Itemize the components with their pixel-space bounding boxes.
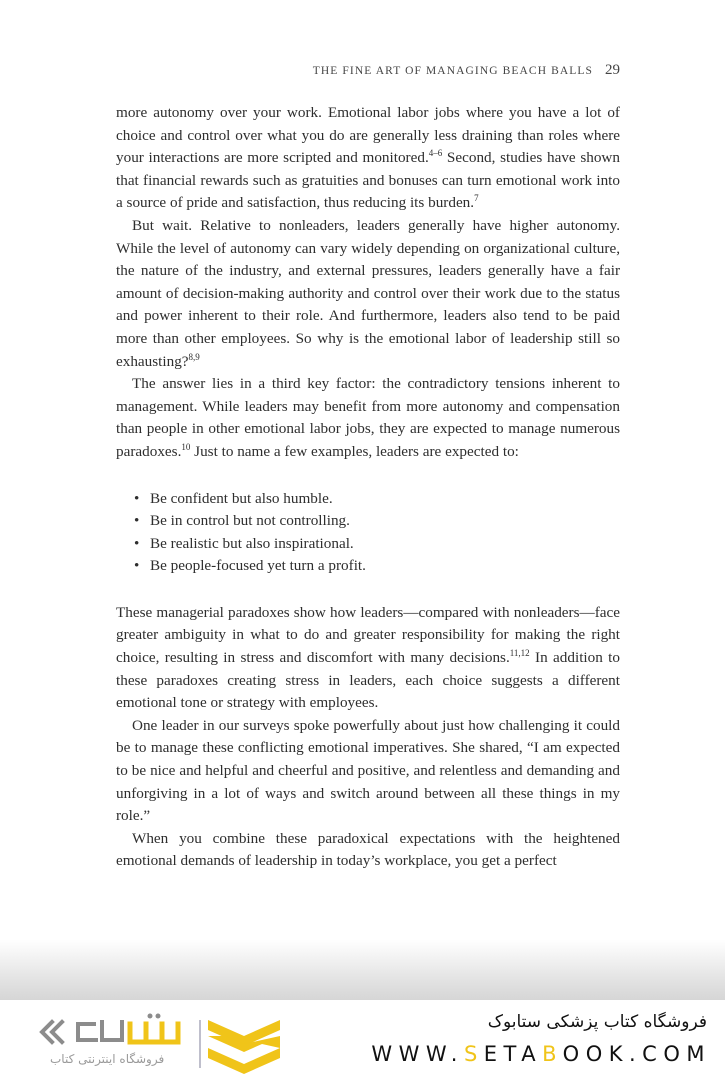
bullet-item — [130, 533, 620, 556]
paragraph-text: One leader in our surveys spoke powerfully about just how challenging it could be to manage these conflicting emotional imperatives. She shared, “I am expected to be nice and helpful and cheerful and positive, and relentless and demanding and unforgiving in a lot of ways and switch around between all these things in my role.” — [116, 716, 620, 825]
paragraph — [116, 102, 620, 215]
paragraph — [116, 373, 620, 463]
chevron-s-logo-icon — [208, 1014, 280, 1074]
bullet-icon: • — [134, 557, 140, 575]
bullet-text: Be people-focused yet turn a profit. — [150, 557, 366, 575]
bullet-icon: • — [134, 534, 140, 552]
bullet-item — [130, 488, 620, 511]
paragraph-text: These managerial paradoxes show how leaders—compared with nonleaders—face greater ambiguity in what to do and greater responsibility for making the right choice, resulting in stress and discomfort with many decisions. — [116, 603, 620, 667]
page-bottom-shadow — [0, 940, 725, 1000]
url-segment: S — [463, 1042, 484, 1066]
logo-divider — [199, 1020, 201, 1068]
paragraph-text: Just to name a few examples, leaders are expected to: — [190, 442, 519, 460]
paragraph — [116, 215, 620, 373]
bullet-icon: • — [134, 512, 140, 530]
url-segment: OOK.COM — [562, 1042, 711, 1066]
setabook-wordmark-icon — [38, 1012, 188, 1052]
paragraph — [116, 602, 620, 715]
bullet-icon: • — [134, 489, 140, 507]
url-segment: B — [542, 1042, 563, 1066]
setabook-logo — [30, 1012, 290, 1072]
paragraph-text: Second, studies have shown that financial rewards such as gratuities and bonuses can turn emotional work into a source of pride and satisfaction, thus reducing its burden. — [116, 149, 620, 212]
paragraph — [116, 715, 620, 828]
bullet-text: Be in control but not controlling. — [150, 512, 350, 530]
body-text — [116, 102, 620, 873]
url-segment: ETA — [483, 1042, 543, 1066]
paragraph — [116, 828, 620, 873]
url-segment: WWW. — [371, 1042, 464, 1066]
bullet-text: Be realistic but also inspirational. — [150, 534, 354, 552]
page-number: 29 — [605, 62, 620, 78]
store-name: فروشگاه کتاب پزشکی ستابوک — [487, 1012, 707, 1032]
paragraphs-after-list — [116, 602, 620, 873]
footnote-reference[interactable]: 10 — [181, 441, 191, 452]
footnote-reference[interactable]: 4–6 — [428, 148, 443, 159]
paragraph-text: The answer lies in a third key factor: the contradictory tensions inherent to management. While leaders may benefit from more autonomy and compensation than people in other emotional labor jobs, they are expected to manage numerous paradoxes. — [116, 375, 620, 460]
logo-subtitle: فروشگاه اینترنتی کتاب — [50, 1052, 165, 1066]
paragraph-text: But wait. Relative to nonleaders, leaders generally have higher autonomy. While the level of autonomy can vary widely depending on organizational culture, the nature of the industry, and external pressures, leaders generally have a fair amount of decision-making authority and control over their work due to the status and power inherent to their role. And furthermore, leaders also tend to be paid more than other employees. So why is the emotional labor of leadership still so exhausting? — [116, 216, 620, 370]
running-head-title: THE FINE ART OF MANAGING BEACH BALLS — [312, 65, 593, 77]
bullet-item — [130, 510, 620, 533]
bullet-text: Be confident but also humble. — [150, 489, 333, 507]
paragraphs-before-list — [116, 102, 620, 464]
paragraph-text: more autonomy over your work. Emotional labor jobs where you have a lot of choice and control over what you do are generally less draining than roles where your interactions are more scripted and monitored. — [116, 104, 620, 167]
paragraph-text: In addition to these paradoxes creating stress in leaders, each choice suggests a different emotional tone or strategy with employees. — [116, 649, 620, 712]
store-footer-banner — [0, 1000, 725, 1079]
paragraph-text: When you combine these paradoxical expectations with the heightened emotional demands of leadership in today’s workplace, you get a perfect — [116, 829, 620, 870]
footnote-reference[interactable]: 7 — [474, 193, 479, 204]
running-head — [290, 62, 620, 79]
bullet-item — [130, 555, 620, 578]
footnote-reference[interactable]: 11,12 — [509, 648, 530, 659]
footnote-reference[interactable]: 8,9 — [188, 351, 200, 362]
store-url[interactable] — [371, 1042, 711, 1066]
bullet-list — [130, 488, 620, 578]
